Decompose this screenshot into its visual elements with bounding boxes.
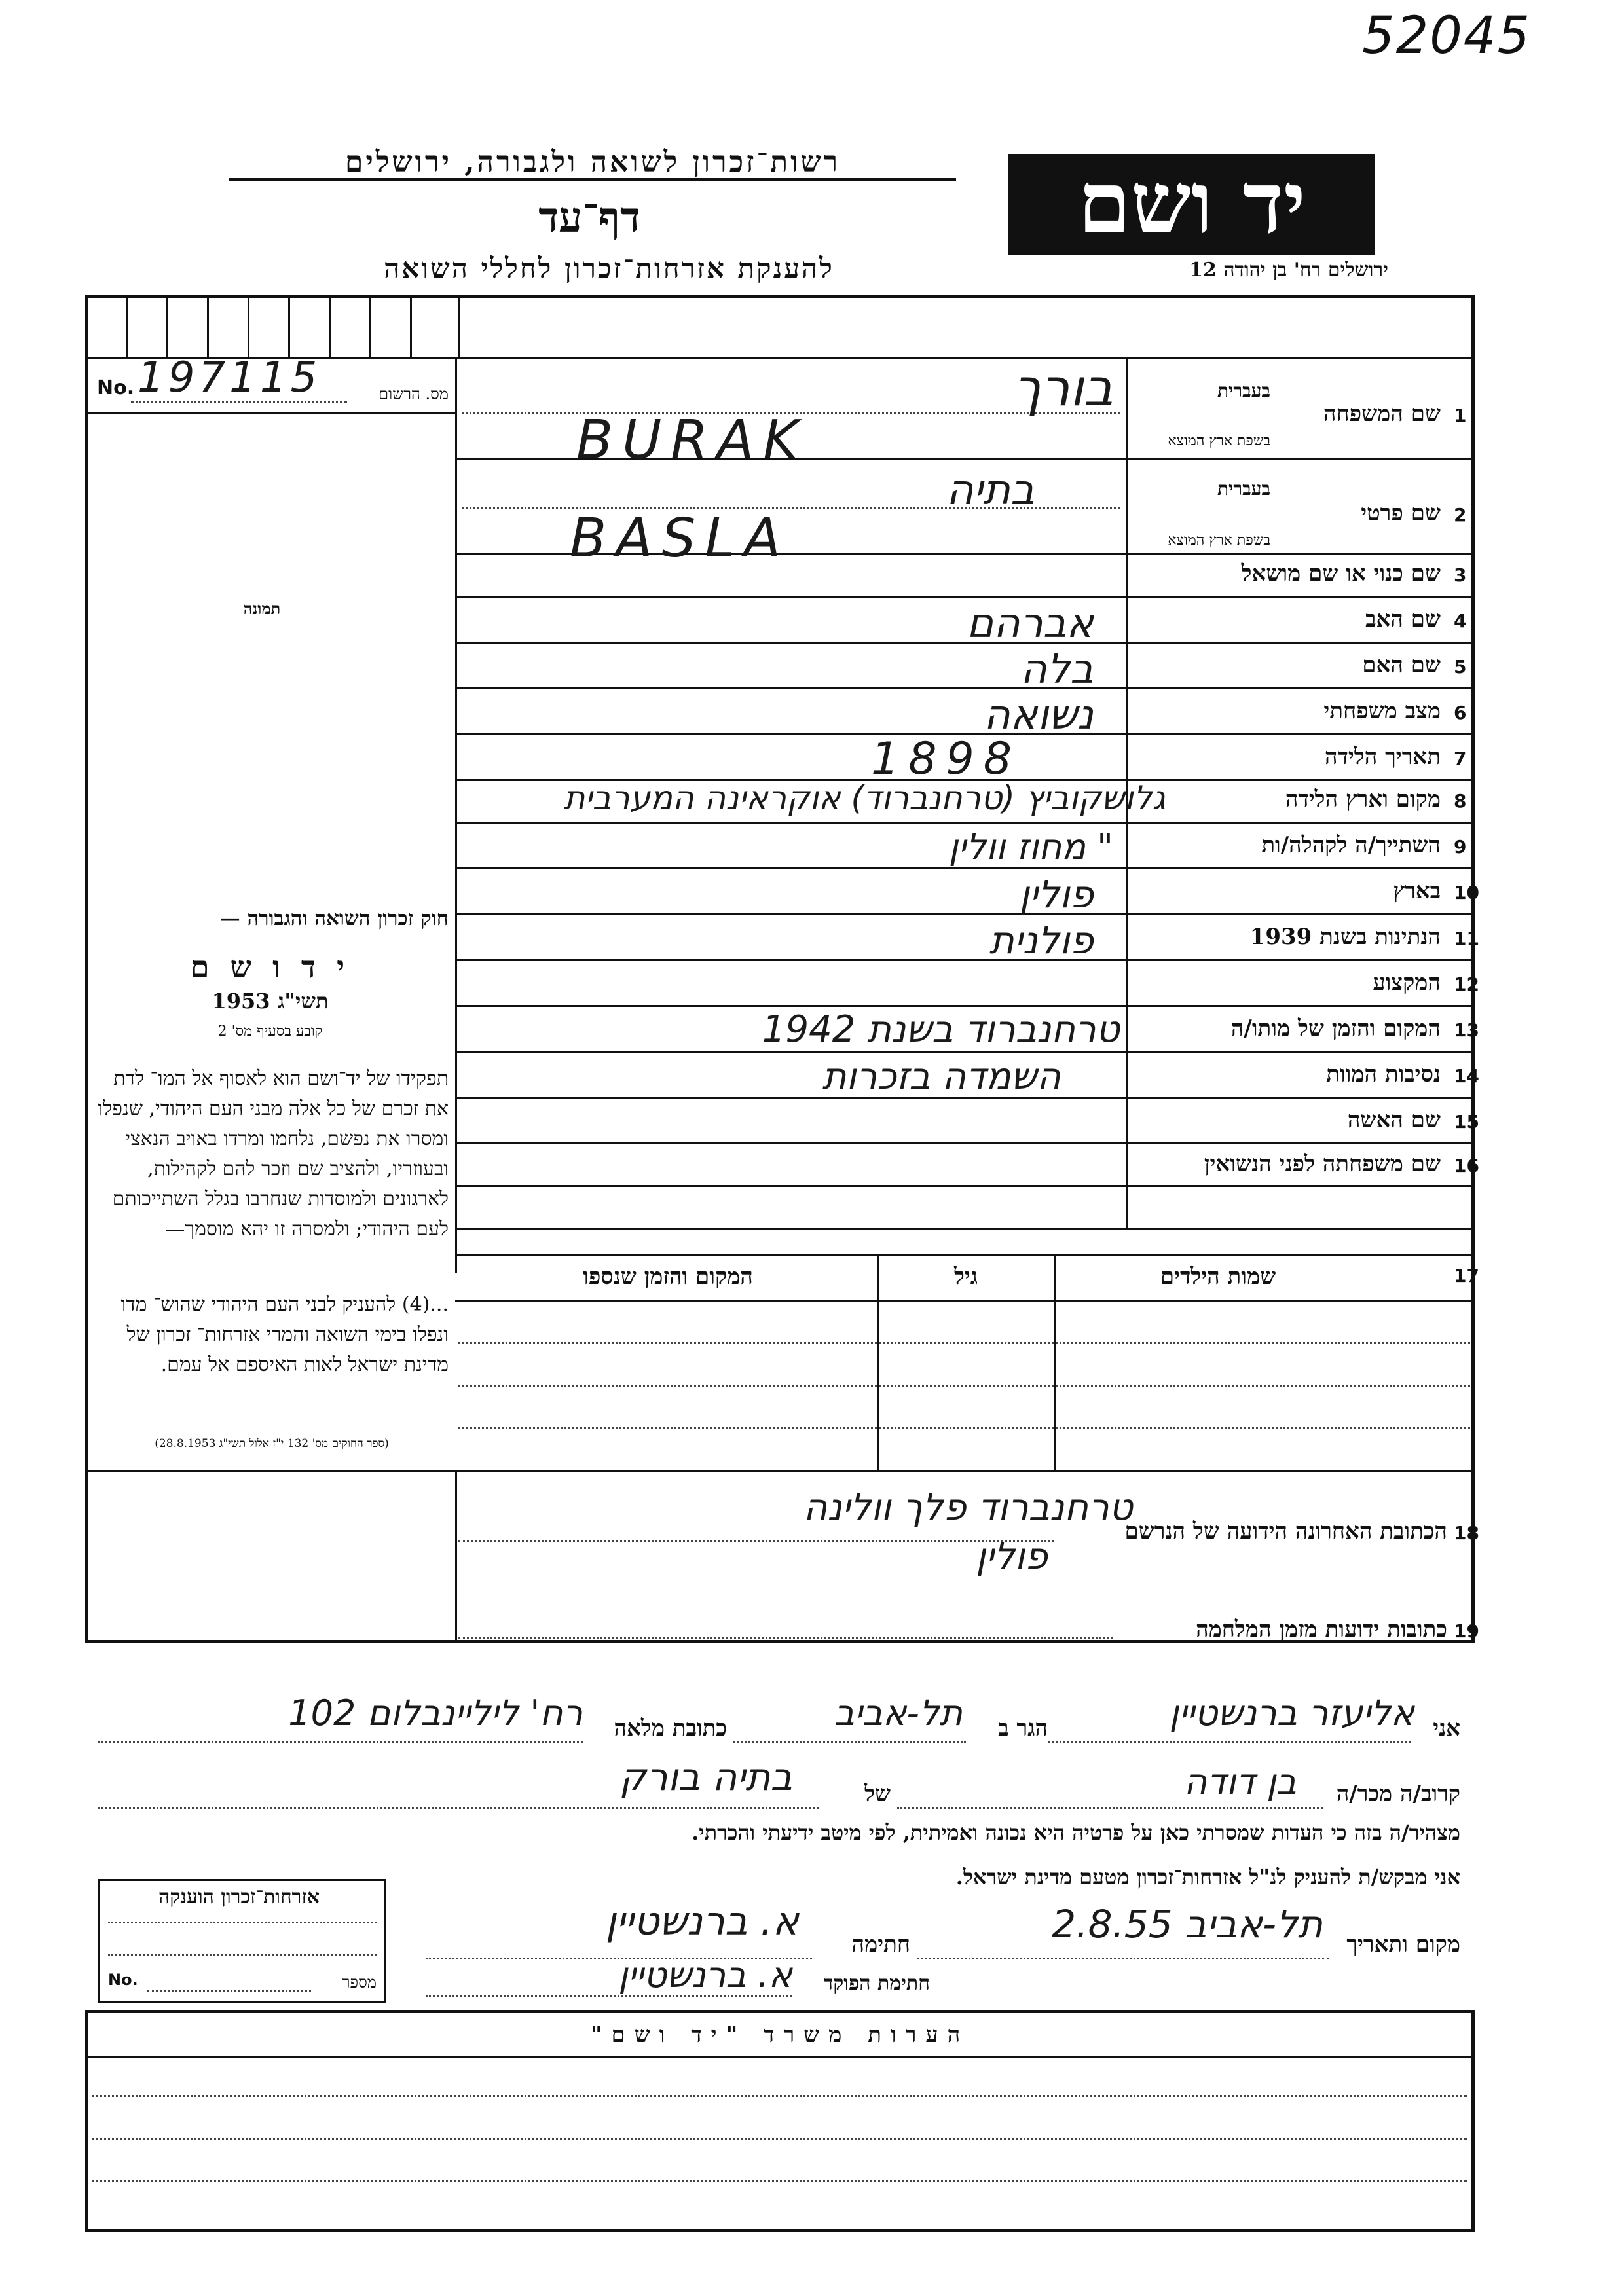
authority-underline	[229, 178, 956, 181]
field-label-first-name: שם פרטי	[1361, 500, 1441, 526]
notes-line	[92, 2095, 1467, 2097]
field-label-wife-name: שם האשה	[1347, 1107, 1441, 1133]
death-place-time-value: טרחנברוד בשנת 1942	[762, 1008, 1120, 1051]
officer-signature-value: א. ברנשטיין	[618, 1954, 792, 1995]
resides-dotline	[733, 1741, 966, 1743]
children-header-line	[455, 1300, 1475, 1302]
field-number: 13	[1454, 1019, 1479, 1041]
top-strip-divider	[369, 295, 371, 357]
of-value: בתיה בורק	[619, 1755, 792, 1799]
place-date-value: תל-אביב 2.8.55	[1052, 1902, 1323, 1946]
field-label-death-place-time: המקום והזמן של מותו/ה	[1230, 1015, 1441, 1042]
field-number: 17	[1454, 1265, 1479, 1286]
field-label-birth-date: תאריך הלידה	[1324, 744, 1441, 770]
declarant-dotline	[1048, 1741, 1411, 1743]
field-number: 18	[1454, 1522, 1479, 1544]
field-label-community: השתייך/ה לקהלה/ות	[1261, 832, 1441, 858]
field-label-father-name: שם האב	[1365, 606, 1441, 632]
registration-dotline	[131, 401, 347, 403]
law-year: תשי"ג 1953	[212, 989, 329, 1013]
children-col-age: גיל	[953, 1264, 978, 1290]
top-strip-divider	[126, 295, 128, 357]
family-name-hebrew-value: בורך	[1013, 359, 1113, 418]
top-strip-divider	[166, 295, 168, 357]
first-name-latin-value: BASLA	[570, 507, 790, 570]
registration-hebrew-label: מס. הרשום	[378, 385, 449, 403]
row-line	[455, 822, 1475, 824]
left-column-divider	[455, 357, 457, 1273]
field-label-death-circumstances: נסיבות המוות	[1326, 1061, 1441, 1087]
field-sub-hebrew: בעברית	[1217, 380, 1270, 401]
field-label-wartime-addresses: כתובות ידועות מזמן המלחמה	[1196, 1616, 1447, 1643]
full-address-label: כתובת מלאה	[614, 1715, 727, 1741]
form-subtitle: להענקת אזרחות־זכרון לחללי השואה	[384, 252, 834, 284]
notes-line	[92, 2138, 1467, 2140]
field-number: 19	[1454, 1620, 1479, 1642]
field-number: 2	[1454, 504, 1467, 526]
row-line	[455, 1142, 1475, 1144]
of-label: של	[864, 1781, 891, 1807]
row-line	[455, 596, 1475, 598]
country-value: פולין	[1019, 872, 1094, 917]
field-number: 11	[1454, 928, 1479, 949]
law-clause: קובע בסעיף מס' 2	[217, 1023, 323, 1040]
photo-label: תמונה	[243, 599, 281, 618]
relation-value: בן דודה	[1183, 1761, 1297, 1802]
full-address-dotline	[98, 1741, 583, 1743]
law-paragraph-2: ...(4) להעניק לבני העם היהודי שהוש־ מדו ונפלו בימי השואה והמרי אזרחות־ זכרון של מדינת ישראל לאות האיספם אל עמם.	[120, 1293, 449, 1376]
declaration-i-label: אני	[1433, 1715, 1460, 1741]
stamp-no-label: No.	[108, 1971, 138, 1989]
row-line	[455, 1005, 1475, 1007]
field-number: 8	[1454, 790, 1467, 812]
field-sub-hebrew: בעברית	[1217, 478, 1270, 500]
citizenship-value: פולנית	[989, 918, 1094, 962]
top-strip-divider	[207, 295, 209, 357]
authority-name: רשות־זכרון לשואה ולגבורה, ירושלים	[344, 145, 841, 179]
field-label-maiden-name: שם משפחתה לפני הנשואין	[1204, 1151, 1441, 1177]
field-number: 9	[1454, 836, 1467, 858]
form-title: דף־עד	[538, 193, 640, 242]
of-dotline	[98, 1807, 819, 1809]
place-date-dotline	[917, 1958, 1329, 1959]
place-date-label: מקום ותאריך	[1346, 1931, 1460, 1958]
field-number: 5	[1454, 656, 1467, 678]
children-col-divider	[877, 1254, 879, 1470]
declaration-statement-1: מצהיר/ה בזה כי העדות שמסרתי כאן על פרטיה היא נכונה ואמיתית, לפי מיטב ידיעתי והכרתי.	[692, 1820, 1460, 1845]
stamp-dotline	[108, 1922, 377, 1923]
officer-signature-label: חתימת הפוקד	[823, 1972, 930, 1995]
field-number: 4	[1454, 610, 1467, 632]
last-address-value-2: פולין	[976, 1535, 1048, 1578]
field-sub-origin: בשפת ארץ המוצא	[1168, 433, 1270, 449]
wartime-dotline	[458, 1637, 1113, 1639]
row-line	[455, 1228, 1475, 1230]
field-number: 16	[1454, 1155, 1479, 1176]
children-row	[458, 1427, 1470, 1429]
mother-name-value: בלה	[1020, 645, 1094, 693]
logo-text: יד ושם	[1077, 153, 1306, 253]
field-label-marital-status: מצב משפחתי	[1323, 698, 1441, 724]
field-number: 3	[1454, 564, 1467, 586]
field-label-mother-name: שם האם	[1362, 652, 1441, 678]
field-label-country: בארץ	[1393, 878, 1441, 904]
stamp-dotline	[147, 1990, 311, 1992]
top-strip-divider	[410, 295, 412, 357]
top-strip-divider	[248, 295, 249, 357]
field-label-profession: המקצוע	[1373, 970, 1441, 996]
declarant-name-value: אליעזר ברנשטיין	[1169, 1692, 1414, 1734]
field-label-nickname: שם כנוי או שם מושאל	[1241, 560, 1441, 587]
stamp-number-label: מספר	[342, 1973, 377, 1992]
registration-line	[85, 412, 455, 414]
logo-address: ירושלים רח' בן יהודה 12	[1189, 259, 1388, 282]
field-label-citizenship-1939: הנתינות בשנת 1939	[1249, 924, 1441, 950]
family-name-latin-value: BURAK	[576, 409, 808, 471]
father-name-value: אברהם	[967, 599, 1094, 647]
notes-title-line	[85, 2056, 1475, 2058]
registration-number: 197115	[138, 354, 322, 402]
field-number: 12	[1454, 974, 1479, 995]
first-name-hebrew-value: בתיה	[946, 466, 1035, 515]
row-line	[455, 1051, 1475, 1053]
children-bottom-line	[85, 1470, 1475, 1472]
law-name: י ד ו ש ם	[190, 949, 350, 985]
resides-label: הגר ב	[998, 1715, 1048, 1741]
address-left-divider	[455, 1470, 457, 1643]
resides-value: תל-אביב	[834, 1692, 963, 1734]
field-label-family-name: שם המשפחה	[1323, 401, 1441, 427]
declaration-statement-2: אני מבקש/ת להעניק לנ"ל אזרחות־זכרון מטעם מדינת ישראל.	[955, 1865, 1460, 1889]
children-header-line	[455, 1254, 1475, 1256]
officer-dotline	[426, 1995, 792, 1997]
community-value: " מחוז וולין	[948, 826, 1113, 867]
full-address-value: רח' ליליינבלום 102	[288, 1692, 583, 1734]
children-col-divider	[1054, 1254, 1056, 1470]
children-row	[458, 1385, 1470, 1387]
registration-no-label: No.	[97, 376, 135, 399]
marital-status-value: נשואה	[984, 691, 1094, 738]
serial-number: 52045	[1362, 7, 1532, 65]
birth-place-value: גלושקוביץ (טרחנברוד) אוקראינה המערבית	[563, 779, 1166, 817]
field-number: 10	[1454, 882, 1479, 903]
stamp-box-title: אזרחות־זכרון הוענקה	[158, 1886, 320, 1908]
field-sub-origin: בשפת ארץ המוצא	[1168, 532, 1270, 549]
row-line	[455, 867, 1475, 869]
notes-title: הערות משרד "יד ושם"	[590, 2022, 970, 2048]
field-label-birth-place: מקום וארץ הלידה	[1285, 786, 1441, 812]
field-number: 1	[1454, 405, 1467, 426]
field-number: 15	[1454, 1111, 1479, 1133]
top-strip-divider	[458, 295, 460, 357]
death-circumstances-value: השמדה בזכרות	[822, 1055, 1061, 1098]
field-label-last-address: הכתובת האחרונה הידועה של הנרשם	[1124, 1518, 1447, 1544]
children-row	[458, 1342, 1470, 1344]
law-footnote: (ספר החוקים מס' 132 י"ז אלול תשי"ג 28.8.1953)	[155, 1437, 389, 1450]
stamp-dotline	[108, 1954, 377, 1956]
birth-date-value: 1898	[871, 733, 1022, 785]
relation-dotline	[897, 1807, 1323, 1809]
signature-label: חתימה	[851, 1931, 910, 1958]
children-col-names: שמות הילדים	[1160, 1264, 1276, 1290]
relation-label: קרוב/ה מכר/ה	[1336, 1781, 1460, 1807]
top-strip-divider	[329, 295, 331, 357]
field-number: 7	[1454, 748, 1467, 769]
law-paragraph-1: תפקידו של יד־ושם הוא לאסוף אל המו־ לדת את זכרם של כל אלה מבני העם היהודי, שנפלו ומסרו את נפשם, נלחמו ומרדו באויב הנאצי ובעוזריו, ולהציב שם וזכר להם לקהילות, לארגונים ולמוסדות שנחרבו בגלל השתייכותם לעם היהודי; ולמסרה זו יהא מוסמך—	[98, 1067, 449, 1241]
top-strip-divider	[288, 295, 290, 357]
last-address-value-1: טרחנברוד פלך וולינה	[803, 1486, 1133, 1529]
row-line	[455, 1185, 1475, 1187]
children-col-place-time: המקום והזמן שנספו	[583, 1264, 753, 1290]
notes-line	[92, 2180, 1467, 2182]
field-number: 14	[1454, 1065, 1479, 1087]
law-title: חוק זכרון השואה והגבורה —	[219, 907, 449, 930]
signature-value: א. ברנשטיין	[605, 1899, 799, 1944]
field-number: 6	[1454, 702, 1467, 723]
